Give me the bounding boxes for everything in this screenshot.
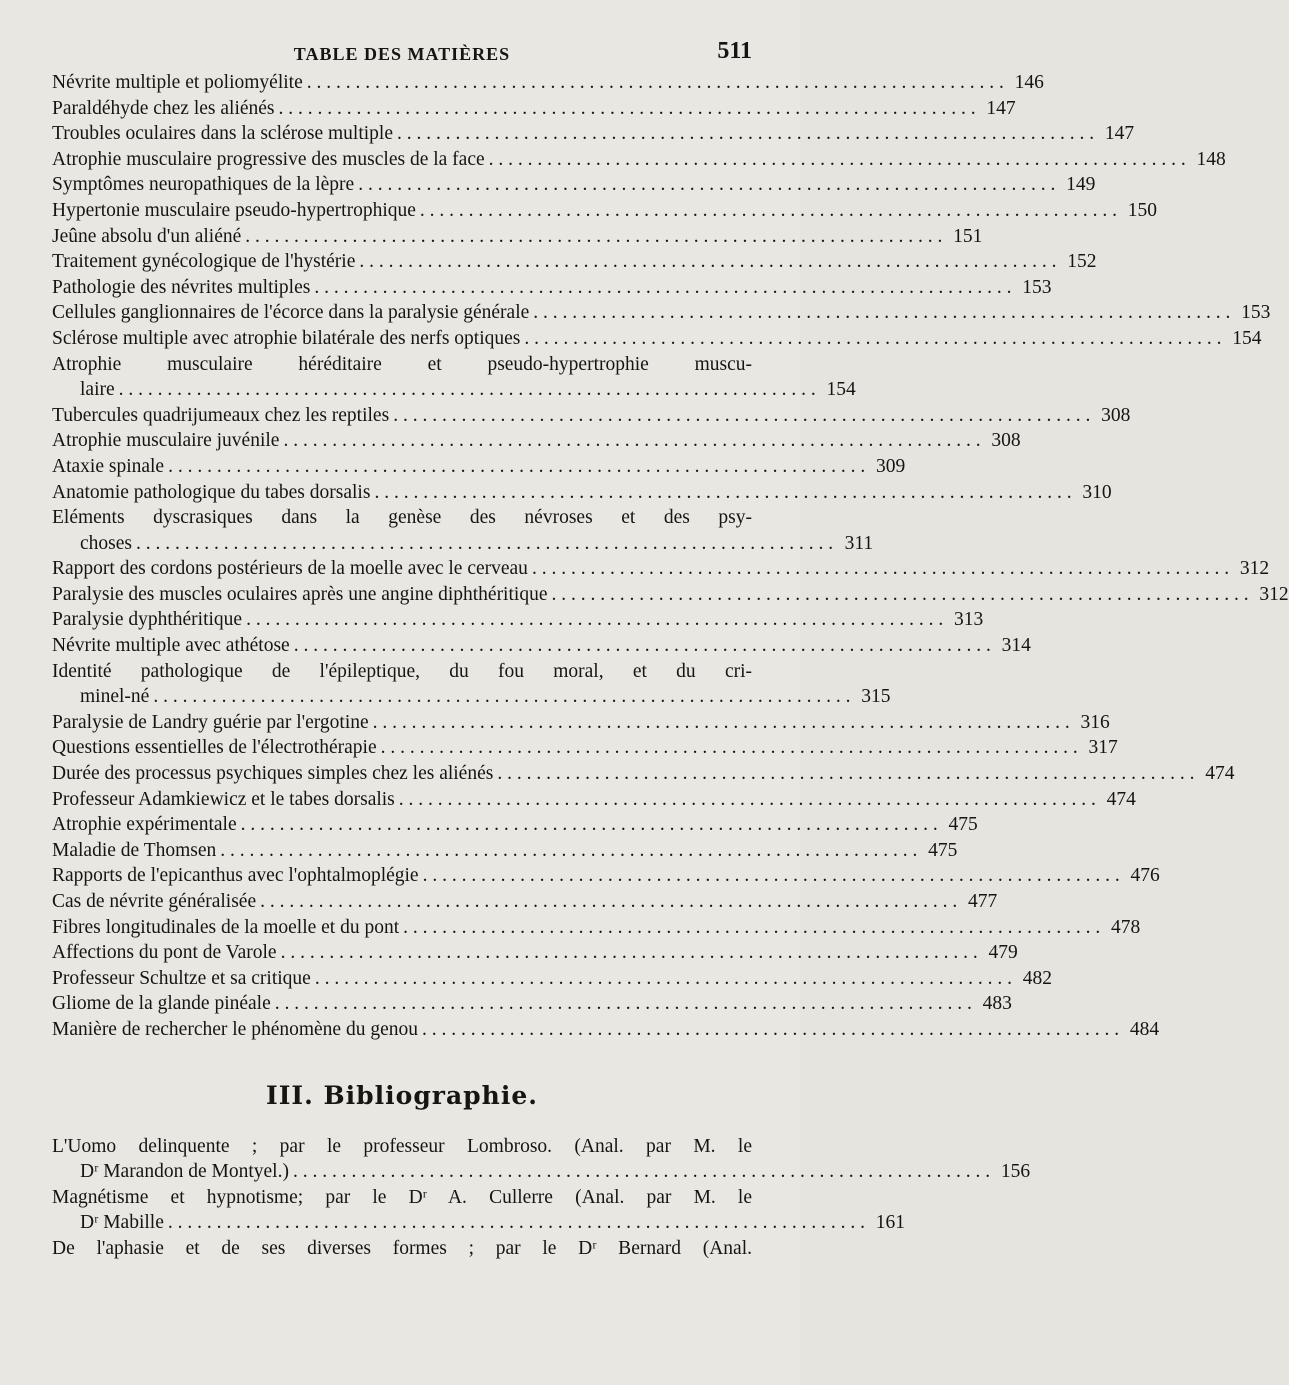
entry-title: Paralysie des muscles oculaires après une angine diphthéritique — [52, 583, 548, 605]
entry-page-number: 151 — [953, 225, 983, 247]
entry-page-number: 317 — [1088, 737, 1118, 759]
toc-entry — [52, 787, 1136, 813]
entry-title: Paraldéhyde chez les aliénés — [52, 97, 275, 119]
toc-entry — [52, 812, 978, 838]
toc-entry — [52, 735, 1118, 761]
entry-page-number: 475 — [928, 839, 958, 861]
entry-line — [52, 454, 906, 480]
leader-dots — [168, 454, 865, 480]
entry-title: Cas de névrite généralisée — [52, 891, 257, 912]
toc-entry — [52, 582, 1289, 608]
entry-title: laire — [80, 379, 115, 401]
leader-dots — [497, 761, 1194, 787]
entry-page-number: 484 — [1129, 1018, 1160, 1040]
entry-page-number: 483 — [982, 993, 1012, 1015]
entry-line — [52, 787, 1136, 813]
leader-dots — [314, 275, 1011, 301]
leader-dots — [422, 1017, 1119, 1043]
leader-dots — [489, 147, 1186, 173]
toc-entry — [52, 607, 984, 633]
entry-title: choses — [80, 532, 132, 554]
entry-page-number: 313 — [953, 609, 984, 631]
entry-title: Affections du pont de Varole — [52, 942, 277, 964]
leader-dots — [136, 531, 833, 557]
entry-page-number: 147 — [986, 97, 1016, 119]
entry-line — [52, 684, 891, 710]
entry-line — [52, 70, 1044, 96]
leader-dots — [524, 326, 1221, 352]
entry-title: Professeur Schultze et sa critique — [52, 967, 311, 989]
entry-title: Symptômes neuropathiques de la lèpre — [52, 174, 355, 196]
table-of-contents — [52, 70, 1289, 1043]
entry-title: Névrite multiple avec athétose — [52, 635, 290, 657]
toc-entry — [52, 1017, 1160, 1043]
entry-title: Tubercules quadrijumeaux chez les reptiles — [52, 404, 390, 426]
entry-line — [52, 735, 1118, 761]
entry-line — [52, 198, 1158, 224]
toc-entry — [52, 147, 1226, 173]
toc-entry — [52, 403, 1131, 429]
entry-line — [52, 607, 984, 633]
leader-dots — [293, 1159, 990, 1185]
leader-dots — [294, 633, 991, 659]
entry-page-number: 154 — [826, 379, 856, 401]
entry-title: Névrite multiple et poliomyélite — [52, 72, 303, 93]
entry-page-number: 308 — [991, 430, 1021, 452]
entry-page-number: 310 — [1082, 481, 1112, 503]
entry-title: Cellules ganglionnaires de l'écorce dans la paralysie générale — [52, 302, 530, 324]
entry-title: Manière de rechercher le phénomène du genou — [52, 1018, 418, 1040]
toc-entry — [52, 863, 1160, 889]
leader-dots — [533, 300, 1230, 326]
section-heading: III. Bibliographie. — [266, 1080, 538, 1110]
entry-title: Professeur Adamkiewicz et le tabes dorsalis — [52, 788, 395, 810]
entry-line — [52, 428, 1021, 454]
entry-title: Troubles oculaires dans la sclérose multiple — [52, 123, 394, 145]
toc-entry — [52, 1236, 752, 1262]
toc-entry — [52, 1185, 905, 1236]
toc-entry — [52, 889, 998, 915]
entry-line — [52, 275, 1052, 301]
entry-page-number: 150 — [1127, 199, 1158, 221]
leader-dots — [279, 96, 976, 122]
entry-page-number: 156 — [1000, 1161, 1031, 1183]
entry-line — [52, 531, 874, 557]
entry-title: Atrophie musculaire progressive des muscles de la face — [52, 148, 485, 170]
entry-page-number: 149 — [1066, 174, 1096, 196]
toc-entry — [52, 761, 1235, 787]
entry-title: Questions essentielles de l'électrothérapie — [52, 737, 377, 759]
entry-title: Rapport des cordons postérieurs de la moelle avec le cerveau — [52, 558, 528, 580]
entry-title: Dʳ Mabille — [80, 1212, 164, 1234]
entry-title: Atrophie musculaire juvénile — [52, 430, 280, 452]
entry-line — [52, 582, 1289, 608]
toc-entry — [52, 966, 1052, 992]
leader-dots — [420, 198, 1117, 224]
entry-page-number: 147 — [1104, 123, 1135, 145]
toc-entry — [52, 915, 1141, 941]
entry-line — [52, 889, 998, 915]
entry-page-number: 315 — [861, 686, 891, 708]
entry-line — [52, 966, 1052, 992]
entry-page-number: 153 — [1022, 276, 1052, 298]
toc-entry — [52, 121, 1135, 147]
entry-first-line: L'Uomo delinquente ; par le professeur Lombroso. (Anal. par M. le — [52, 1135, 752, 1157]
entry-line — [52, 940, 1018, 966]
entry-first-line: Atrophie musculaire héréditaire et pseudo-hypertrophie muscu- — [52, 353, 752, 375]
entry-page-number: 148 — [1196, 148, 1226, 170]
entry-page-number: 477 — [968, 891, 998, 912]
entry-line — [52, 1210, 905, 1236]
leader-dots — [283, 428, 980, 454]
entry-line — [52, 915, 1141, 941]
entry-line — [52, 249, 1097, 275]
entry-page-number: 482 — [1022, 967, 1052, 989]
toc-entry — [52, 275, 1052, 301]
entry-title: Paralysie dyphthéritique — [52, 609, 243, 631]
toc-entry — [52, 710, 1110, 736]
entry-page-number: 161 — [875, 1212, 905, 1234]
entry-first-line: Eléments dyscrasiques dans la genèse des névroses et des psy- — [52, 507, 752, 529]
leader-dots — [358, 172, 1055, 198]
entry-page-number: 474 — [1106, 788, 1136, 810]
entry-first-line: Magnétisme et hypnotisme; par le Dʳ A. Cullerre (Anal. par M. le — [52, 1186, 752, 1208]
toc-entry — [52, 249, 1097, 275]
toc-entry — [52, 940, 1018, 966]
leader-dots — [381, 735, 1078, 761]
entry-first-line: De l'aphasie et de ses diverses formes ; par le Dʳ Bernard (Anal. — [52, 1237, 752, 1259]
entry-title: Hypertonie musculaire pseudo-hypertrophique — [52, 199, 416, 221]
leader-dots — [403, 915, 1100, 941]
entry-page-number: 309 — [875, 455, 906, 477]
running-title: TABLE DES MATIÈRES — [293, 44, 511, 64]
entry-line — [52, 480, 1112, 506]
entry-page-number: 153 — [1241, 302, 1271, 324]
bibliography-list — [52, 1134, 1031, 1262]
entry-line — [52, 326, 1262, 352]
leader-dots — [359, 249, 1056, 275]
entry-line — [52, 121, 1135, 147]
entry-title: Ataxie spinale — [52, 455, 165, 477]
leader-dots — [399, 787, 1096, 813]
entry-title: Jeûne absolu d'un aliéné — [52, 225, 242, 247]
toc-entry — [52, 505, 874, 556]
entry-page-number: 474 — [1205, 763, 1235, 785]
leader-dots — [423, 863, 1120, 889]
entry-title: Gliome de la glande pinéale — [52, 993, 271, 1015]
entry-page-number: 154 — [1232, 327, 1262, 349]
toc-entry — [52, 198, 1158, 224]
leader-dots — [153, 684, 850, 710]
entry-page-number: 314 — [1001, 635, 1031, 657]
entry-line — [52, 633, 1031, 659]
leader-dots — [220, 838, 917, 864]
toc-entry — [52, 633, 1031, 659]
entry-page-number: 478 — [1111, 916, 1141, 938]
leader-dots — [307, 70, 1004, 96]
toc-entry — [52, 480, 1112, 506]
entry-title: Fibres longitudinales de la moelle et du pont — [52, 916, 400, 938]
entry-line — [52, 838, 958, 864]
entry-line — [52, 710, 1110, 736]
entry-line — [52, 556, 1270, 582]
leader-dots — [532, 556, 1229, 582]
page-number: 511 — [717, 38, 752, 64]
leader-dots — [275, 991, 972, 1017]
entry-page-number: 316 — [1080, 711, 1110, 733]
entry-line — [52, 812, 978, 838]
entry-title: Paralysie de Landry guérie par l'ergotine — [52, 711, 369, 733]
entry-title: Atrophie expérimentale — [52, 814, 237, 836]
leader-dots — [119, 377, 816, 403]
leader-dots — [397, 121, 1094, 147]
leader-dots — [168, 1210, 865, 1236]
entry-title: Dʳ Marandon de Montyel.) — [80, 1161, 289, 1183]
leader-dots — [260, 889, 957, 915]
entry-line — [52, 224, 983, 250]
entry-page-number: 311 — [844, 532, 874, 554]
toc-entry — [52, 659, 891, 710]
leader-dots — [281, 940, 978, 966]
toc-entry — [52, 172, 1096, 198]
entry-line — [52, 300, 1271, 326]
entry-title: Traitement gynécologique de l'hystérie — [52, 251, 356, 273]
toc-entry — [52, 428, 1021, 454]
entry-page-number: 479 — [988, 942, 1018, 964]
entry-line — [52, 147, 1226, 173]
entry-title: Rapports de l'epicanthus avec l'ophtalmoplégie — [52, 865, 419, 887]
toc-entry — [52, 96, 1016, 122]
entry-line — [52, 403, 1131, 429]
entry-title: Sclérose multiple avec atrophie bilatérale des nerfs optiques — [52, 327, 521, 349]
running-head — [52, 0, 752, 70]
entry-line — [52, 863, 1160, 889]
toc-entry — [52, 838, 958, 864]
leader-dots — [246, 607, 943, 633]
entry-page-number: 146 — [1014, 72, 1044, 93]
toc-entry — [52, 224, 983, 250]
entry-title: Pathologie des névrites multiples — [52, 276, 311, 298]
leader-dots — [241, 812, 938, 838]
entry-title: Durée des processus psychiques simples chez les aliénés — [52, 763, 494, 785]
toc-entry — [52, 454, 906, 480]
entry-first-line: Identité pathologique de l'épileptique, du fou moral, et du cri- — [52, 660, 752, 682]
entry-page-number: 308 — [1101, 404, 1131, 426]
entry-title: Anatomie pathologique du tabes dorsalis — [52, 481, 371, 503]
toc-entry — [52, 326, 1262, 352]
leader-dots — [374, 480, 1071, 506]
entry-line — [52, 1159, 1031, 1185]
entry-page-number: 152 — [1067, 251, 1097, 273]
entry-page-number: 312 — [1239, 558, 1270, 580]
entry-line — [52, 761, 1235, 787]
entry-line — [52, 377, 856, 403]
toc-entry — [52, 352, 856, 403]
entry-line — [52, 1017, 1160, 1043]
toc-entry — [52, 556, 1270, 582]
leader-dots — [315, 966, 1012, 992]
toc-entry — [52, 300, 1271, 326]
leader-dots — [373, 710, 1070, 736]
leader-dots — [393, 403, 1090, 429]
toc-entry — [52, 70, 1044, 96]
toc-entry — [52, 991, 1012, 1017]
entry-title: Maladie de Thomsen — [52, 839, 217, 861]
leader-dots — [245, 224, 942, 250]
entry-line — [52, 991, 1012, 1017]
toc-entry — [52, 1134, 1031, 1185]
entry-page-number: 476 — [1130, 865, 1160, 887]
entry-line — [52, 172, 1096, 198]
entry-page-number: 312 — [1259, 583, 1289, 605]
entry-page-number: 475 — [948, 814, 978, 836]
entry-line — [52, 96, 1016, 122]
entry-title: minel-né — [80, 686, 150, 708]
leader-dots — [551, 582, 1248, 608]
